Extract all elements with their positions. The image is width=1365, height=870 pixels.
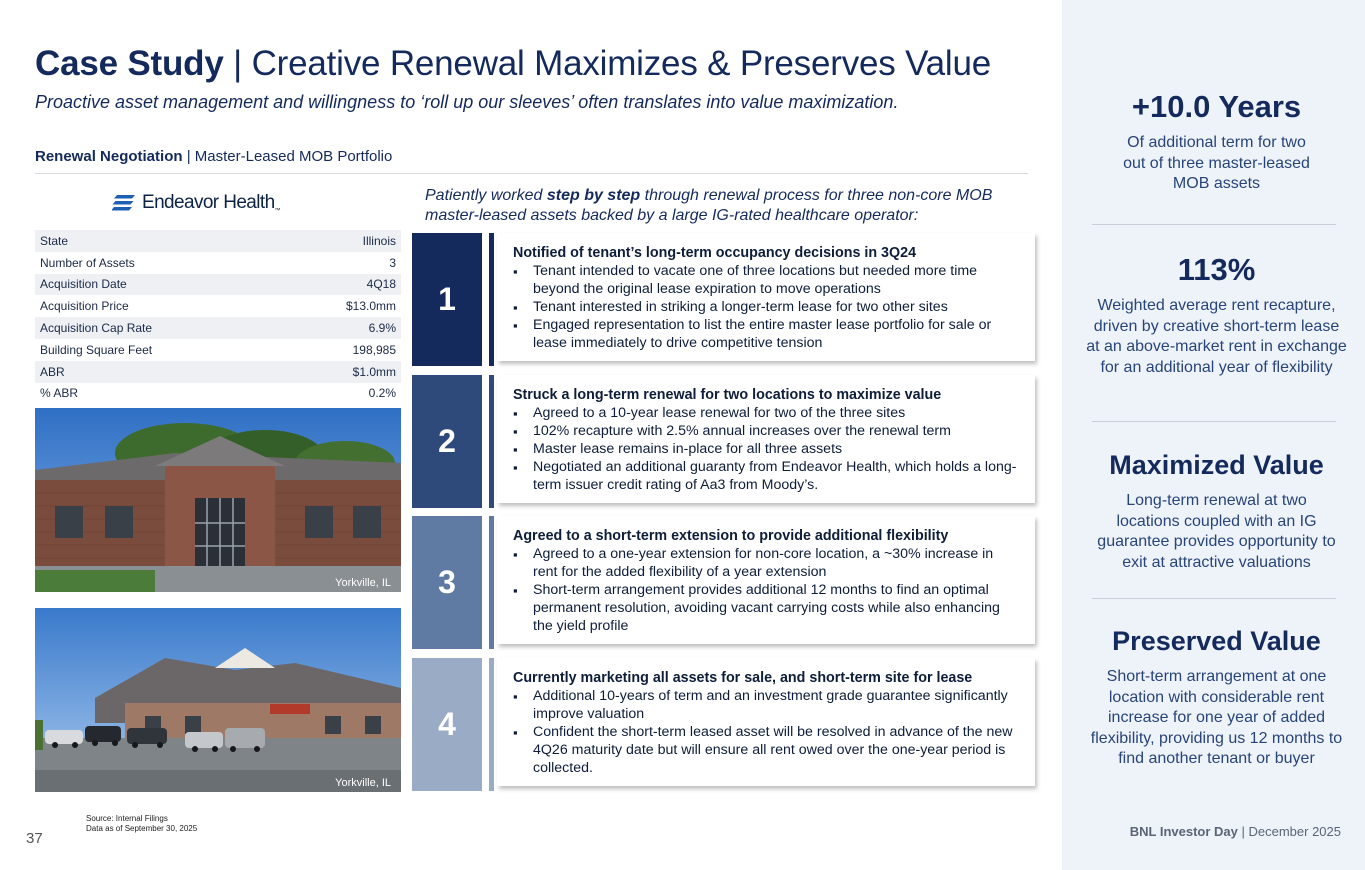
step-card — [497, 233, 1035, 361]
fact-label: Acquisition Price — [40, 299, 129, 314]
page-number: 37 — [26, 830, 43, 847]
data-date-line: Data as of September 30, 2025 — [86, 824, 198, 833]
section-heading — [35, 148, 392, 165]
step-bullets — [513, 263, 1021, 353]
footer-brand-rest: | December 2025 — [1237, 824, 1341, 839]
step-accent-bar — [489, 516, 494, 649]
step-2 — [412, 375, 1036, 508]
step-bullet: ▪ Engaged representation to list the entire master lease portfolio for sale or lease immediately to drive competitive tension — [513, 317, 1021, 353]
fact-label: Acquisition Date — [40, 277, 127, 292]
intro-pre: Patiently worked — [425, 187, 547, 204]
source-note — [86, 814, 197, 834]
footer-brand — [1130, 824, 1341, 839]
fact-row — [35, 230, 401, 252]
metric-preserved-value — [1085, 623, 1348, 770]
step-card — [497, 658, 1035, 786]
step-bullet: ▪ Additional 10-years of term and an investment grade guarantee significantly improve valuation — [513, 688, 1021, 724]
step-number: 1 — [412, 233, 482, 366]
endeavor-logo-mark-icon — [112, 194, 136, 212]
step-bullet: ▪ 102% recapture with 2.5% annual increases over the renewal term — [513, 423, 1021, 441]
fact-value: 0.2% — [368, 386, 396, 401]
metric-maximized-value — [1085, 447, 1348, 573]
metric-rent-recapture — [1085, 252, 1348, 378]
section-divider — [35, 173, 1028, 174]
step-4 — [412, 658, 1036, 791]
source-line: Source: Internal Filings — [86, 814, 168, 823]
fact-label: Number of Assets — [40, 255, 135, 270]
step-title: Currently marketing all assets for sale, and short-term site for lease — [513, 670, 973, 686]
photo-caption: Yorkville, IL — [335, 777, 391, 789]
fact-value: Illinois — [362, 233, 396, 248]
metric-value: Preserved Value — [1112, 626, 1321, 656]
step-card — [497, 516, 1035, 644]
photo-caption: Yorkville, IL — [335, 577, 391, 589]
fact-label: ABR — [40, 364, 65, 379]
metric-value: Maximized Value — [1109, 450, 1324, 480]
step-bullet: ▪ Negotiated an additional guaranty from Endeavor Health, which holds a long-term issuer credit rating of Aa3 from Moody’s. — [513, 459, 1021, 495]
step-bullet: ▪ Agreed to a one-year extension for non-core location, a ~30% increase in rent for the added flexibility of a year extension — [513, 546, 1021, 582]
step-accent-bar — [489, 658, 494, 791]
step-1 — [412, 233, 1036, 366]
section-heading-rest: | Master-Leased MOB Portfolio — [182, 148, 393, 165]
title-rest: | Creative Renewal Maximizes & Preserves Value — [223, 44, 992, 83]
fact-row — [35, 252, 401, 274]
fact-row — [35, 361, 401, 383]
title-bold: Case Study — [35, 44, 224, 83]
fact-value: 6.9% — [368, 321, 396, 336]
page-subtitle: Proactive asset management and willingness to ‘roll up our sleeves’ often translates into value maximization. — [35, 92, 899, 112]
step-number: 3 — [412, 516, 482, 649]
fact-label: Acquisition Cap Rate — [40, 321, 153, 336]
fact-row — [35, 274, 401, 296]
step-bullet: ▪ Confident the short-term leased asset will be resolved in advance of the new 4Q26 maturity date but will ensure all rent owed over the one-year period is collected. — [513, 724, 1021, 778]
fact-row — [35, 383, 401, 405]
logo-text — [142, 192, 280, 214]
property-photo-2 — [35, 608, 401, 792]
step-accent-bar — [489, 375, 494, 508]
building-photo-image — [35, 608, 401, 792]
step-title: Agreed to a short-term extension to provide additional flexibility — [513, 528, 949, 544]
page-title — [35, 44, 991, 84]
fact-label: State — [40, 233, 69, 248]
step-bullet: ▪ Agreed to a 10-year lease renewal for two of the three sites — [513, 405, 1021, 423]
fact-label: % ABR — [40, 386, 79, 401]
property-facts-table — [35, 230, 401, 404]
step-bullet: ▪ Tenant interested in striking a longer-term lease for two other sites — [513, 299, 1021, 317]
step-card — [497, 375, 1035, 503]
step-3 — [412, 516, 1036, 649]
metric-additional-term — [1085, 89, 1348, 195]
fact-value: 198,985 — [352, 342, 396, 357]
metric-divider — [1092, 421, 1336, 422]
metric-value: +10.0 Years — [1131, 89, 1302, 124]
fact-value: 3 — [389, 255, 396, 270]
metric-description: Of additional term for two out of three master-leased MOB assets — [1123, 134, 1310, 192]
step-bullets — [513, 688, 1021, 778]
metric-divider — [1092, 224, 1336, 225]
step-accent-bar — [489, 233, 494, 366]
step-bullet: ▪ Tenant intended to vacate one of three locations but needed more time beyond the original lease expiration to move operations — [513, 263, 1021, 299]
step-bullets — [513, 546, 1021, 636]
metric-value: 113% — [1177, 252, 1256, 287]
fact-value: $1.0mm — [352, 364, 396, 379]
step-bullet: ▪ Master lease remains in-place for all three assets — [513, 441, 1021, 459]
metric-divider — [1092, 598, 1336, 599]
intro-post: through renewal process for three non-core MOB master-leased assets backed by a large IG-rated healthcare operator: — [425, 187, 993, 224]
endeavor-health-logo — [112, 188, 280, 218]
property-photo-1 — [35, 408, 401, 592]
fact-value: $13.0mm — [345, 299, 396, 314]
step-bullets — [513, 405, 1021, 495]
fact-row — [35, 295, 401, 317]
fact-row — [35, 317, 401, 339]
process-intro — [425, 186, 1025, 226]
fact-row — [35, 339, 401, 361]
metric-description: Weighted average rent recapture, driven by creative short-term lease at an above-market rent in exchange for an additional year of flexibility — [1086, 297, 1347, 376]
fact-label: Building Square Feet — [40, 342, 153, 357]
logo-tm: ™ — [274, 208, 280, 214]
section-heading-bold: Renewal Negotiation — [35, 148, 183, 165]
metric-description: Long-term renewal at two locations coupled with an IG guarantee provides opportunity to exit at attractive valuations — [1097, 492, 1336, 571]
building-photo-image — [35, 408, 401, 592]
fact-value: 4Q18 — [366, 277, 396, 292]
metric-description: Short-term arrangement at one location with considerable rent increase for one year of added flexibility, providing us 12 months to find another tenant or buyer — [1090, 668, 1343, 767]
step-number: 2 — [412, 375, 482, 508]
step-number: 4 — [412, 658, 482, 791]
intro-bold: step by step — [546, 187, 641, 204]
step-title: Notified of tenant’s long-term occupancy decisions in 3Q24 — [513, 245, 917, 261]
step-bullet: ▪ Short-term arrangement provides additional 12 months to find an optimal permanent resolution, avoiding vacant carrying costs while also enhancing the yield profile — [513, 582, 1021, 636]
logo-name: Endeavor Health — [142, 192, 275, 213]
footer-brand-bold: BNL Investor Day — [1129, 824, 1238, 839]
step-title: Struck a long-term renewal for two locations to maximize value — [513, 387, 942, 403]
